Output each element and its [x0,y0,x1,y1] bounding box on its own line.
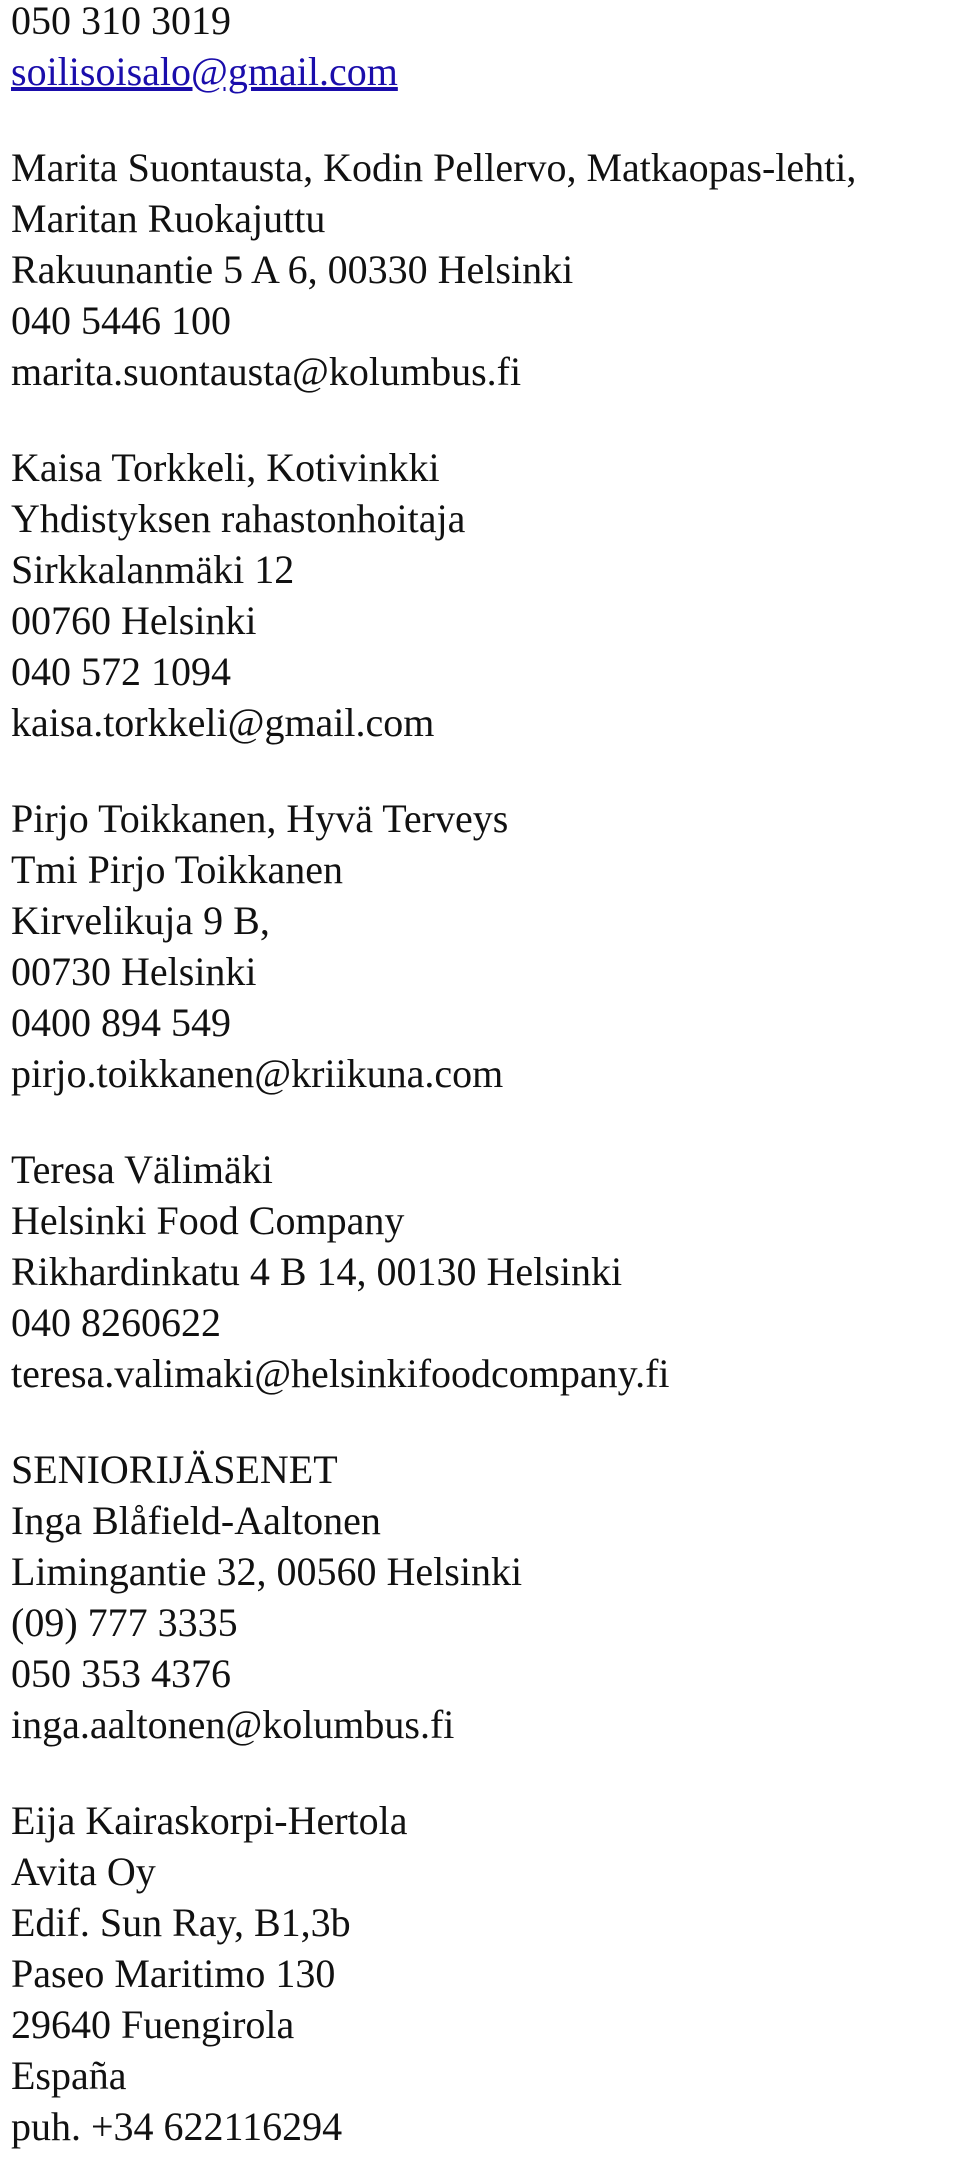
contact-line: kaisa.torkkeli@gmail.com [11,700,435,745]
contact-block [11,442,951,748]
block-spacer [11,748,951,793]
contact-block [11,1144,951,1399]
document-page [11,0,951,2152]
contact-line: Edif. Sun Ray, B1,3b [11,1900,351,1945]
contact-line: teresa.valimaki@helsinkifoodcompany.fi [11,1351,670,1396]
contact-line: 050 353 4376 [11,1651,231,1696]
block-spacer [11,1399,951,1444]
block-spacer [11,1750,951,1795]
contact-line: SENIORIJÄSENET [11,1447,338,1492]
contact-line: pirjo.toikkanen@kriikuna.com [11,1051,504,1096]
contact-line: 040 8260622 [11,1300,221,1345]
block-spacer [11,1099,951,1144]
contact-line: 040 5446 100 [11,298,231,343]
contact-line: Rikhardinkatu 4 B 14, 00130 Helsinki [11,1249,623,1294]
contact-line: 040 572 1094 [11,649,231,694]
contact-line: Inga Blåfield-Aaltonen [11,1498,381,1543]
contact-line: Marita Suontausta, Kodin Pellervo, Matkaopas-lehti, [11,145,857,190]
contact-block [11,142,951,397]
contact-line: marita.suontausta@kolumbus.fi [11,349,522,394]
contact-line: Sirkkalanmäki 12 [11,547,295,592]
contact-line: Yhdistyksen rahastonhoitaja [11,496,466,541]
contact-line: Eija Kairaskorpi-Hertola [11,1798,408,1843]
contact-line: puh. +34 622116294 [11,2104,343,2149]
contact-line: Maritan Ruokajuttu [11,196,326,241]
contact-line: Kirvelikuja 9 B, [11,898,270,943]
contact-line: Paseo Maritimo 130 [11,1951,336,1996]
contact-block [11,793,951,1099]
contact-line: 0400 894 549 [11,1000,231,1045]
contact-line: Helsinki Food Company [11,1198,405,1243]
contact-line: (09) 777 3335 [11,1600,238,1645]
contact-block [11,1444,951,1750]
contact-line: Kaisa Torkkeli, Kotivinkki [11,445,440,490]
contact-line: 00760 Helsinki [11,598,257,643]
contact-block [11,0,951,97]
block-spacer [11,97,951,142]
contact-line: España [11,2053,127,2098]
email-link[interactable]: soilisoisalo@gmail.com [11,49,398,94]
contact-line: inga.aaltonen@kolumbus.fi [11,1702,455,1747]
block-spacer [11,397,951,442]
contact-line: Teresa Välimäki [11,1147,273,1192]
contact-line: Tmi Pirjo Toikkanen [11,847,343,892]
contact-line: Limingantie 32, 00560 Helsinki [11,1549,523,1594]
contact-line: 00730 Helsinki [11,949,257,994]
contact-line: 050 310 3019 [11,0,231,43]
contact-line: Rakuunantie 5 A 6, 00330 Helsinki [11,247,574,292]
contact-line: Avita Oy [11,1849,156,1894]
contact-line: Pirjo Toikkanen, Hyvä Terveys [11,796,509,841]
contact-line: 29640 Fuengirola [11,2002,295,2047]
contact-block [11,1795,951,2152]
